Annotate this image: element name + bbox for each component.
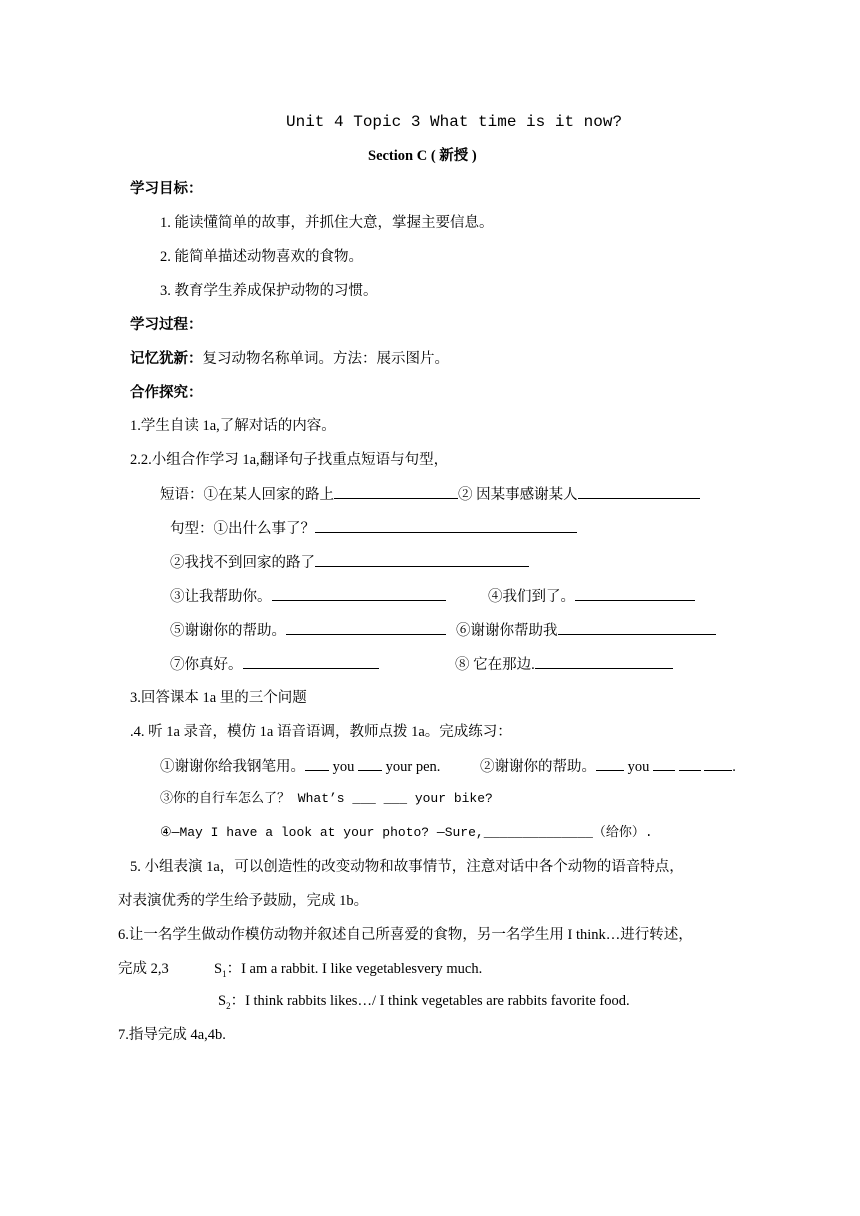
process-heading: 学习过程： — [130, 317, 203, 333]
section-title: Section C ( 新授 ) — [368, 148, 477, 164]
answer-blank[interactable] — [535, 654, 673, 669]
exercise-2-word: you — [624, 759, 653, 775]
dialogue-line-1 — [214, 959, 482, 984]
step-6-line-1: 6.让一名学生做动作模仿动物并叙述自己所喜爱的食物，另一名学生用 I think…进行转述， — [118, 927, 693, 943]
sentence-line-5 — [170, 620, 446, 641]
sentence-line-8 — [455, 654, 673, 675]
sentence-line-7 — [170, 654, 379, 675]
sentence-6-label: ⑥谢谢你帮助我 — [456, 623, 558, 639]
answer-blank[interactable] — [653, 756, 675, 771]
answer-blank[interactable] — [243, 654, 379, 669]
phrase-1-label: 短语：①在某人回家的路上 — [160, 487, 334, 503]
goal-item: 2. 能简单描述动物喜欢的食物。 — [160, 249, 363, 265]
step-6-line-2: 完成 2,3 — [118, 961, 169, 977]
sentence-line-4 — [488, 586, 695, 607]
memory-line — [130, 349, 449, 369]
speaker-label: S — [214, 961, 223, 977]
dialogue-line-2 — [218, 991, 630, 1016]
sentence-line-2 — [170, 552, 529, 573]
sentence-3-label: ③让我帮助你。 — [170, 589, 272, 605]
document-title: Unit 4 Topic 3 What time is it now? — [286, 113, 623, 131]
step-1: 1.学生自读 1a,了解对话的内容。 — [130, 418, 336, 434]
sentence-5-label: ⑤谢谢你的帮助。 — [170, 623, 286, 639]
coop-heading: 合作探究： — [130, 385, 203, 401]
sentence-line-6 — [456, 620, 716, 641]
exercise-1-label: ①谢谢你给我钢笔用。 — [160, 759, 305, 775]
exercise-4: ④—May I have a look at your photo? —Sure,______________（给你）. — [160, 825, 653, 840]
answer-blank[interactable] — [596, 756, 624, 771]
goals-heading: 学习目标： — [130, 181, 203, 197]
step-7: 7.指导完成 4a,4b. — [118, 1027, 226, 1043]
answer-blank[interactable] — [575, 586, 695, 601]
answer-blank[interactable] — [558, 620, 716, 635]
sentence-1-label: 句型：①出什么事了？ — [170, 521, 315, 537]
exercise-line-1 — [160, 756, 440, 777]
speaker-label: S — [218, 993, 227, 1009]
memory-text: 复习动物名称单词。方法：展示图片。 — [202, 351, 449, 367]
step-2: 2.2.小组合作学习 1a,翻译句子找重点短语与句型， — [130, 452, 449, 468]
exercise-line-2: ②谢谢你的帮助。 you . — [480, 756, 736, 777]
answer-blank[interactable] — [358, 756, 382, 771]
answer-blank[interactable] — [305, 756, 329, 771]
phrase-2-label: ② 因某事感谢某人 — [458, 487, 578, 503]
sentence-line-1 — [170, 518, 577, 539]
answer-blank[interactable] — [286, 620, 446, 635]
dialogue-text: ：I think rabbits likes…/ I think vegetables are rabbits favorite food. — [230, 993, 630, 1009]
sentence-7-label: ⑦你真好。 — [170, 657, 243, 673]
answer-blank[interactable] — [334, 484, 458, 499]
answer-blank[interactable] — [315, 518, 577, 533]
answer-blank[interactable] — [704, 756, 732, 771]
exercise-3: ③你的自行车怎么了？ What’s ___ ___ your bike? — [160, 791, 493, 806]
goal-item: 3. 教育学生养成保护动物的习惯。 — [160, 283, 378, 299]
step-5-line-1: 5. 小组表演 1a，可以创造性的改变动物和故事情节，注意对话中各个动物的语音特点， — [130, 859, 684, 875]
answer-blank[interactable] — [679, 756, 701, 771]
answer-blank[interactable] — [315, 552, 529, 567]
exercise-1-end: your pen. — [382, 759, 441, 775]
exercise-2-label: ②谢谢你的帮助。 — [480, 759, 596, 775]
speaker-number: 2 — [226, 1000, 231, 1011]
step-3: 3.回答课本 1a 里的三个问题 — [130, 690, 307, 706]
sentence-4-label: ④我们到了。 — [488, 589, 575, 605]
speaker-number: 1 — [222, 968, 227, 979]
sentence-8-label: ⑧ 它在那边. — [455, 657, 535, 673]
memory-label: 记忆犹新： — [130, 351, 203, 367]
goal-item: 1. 能读懂简单的故事，并抓住大意，掌握主要信息。 — [160, 215, 494, 231]
dialogue-text: ：I am a rabbit. I like vegetablesvery much. — [226, 961, 483, 977]
sentence-2-label: ②我找不到回家的路了 — [170, 555, 315, 571]
exercise-1-word: you — [329, 759, 358, 775]
phrase-line — [160, 484, 700, 505]
answer-blank[interactable] — [272, 586, 446, 601]
step-5-line-2: 对表演优秀的学生给予鼓励，完成 1b。 — [118, 893, 369, 909]
sentence-line-3 — [170, 586, 446, 607]
step-4: .4. 听 1a 录音，模仿 1a 语音语调，教师点拨 1a。完成练习： — [130, 724, 512, 740]
answer-blank[interactable] — [578, 484, 700, 499]
